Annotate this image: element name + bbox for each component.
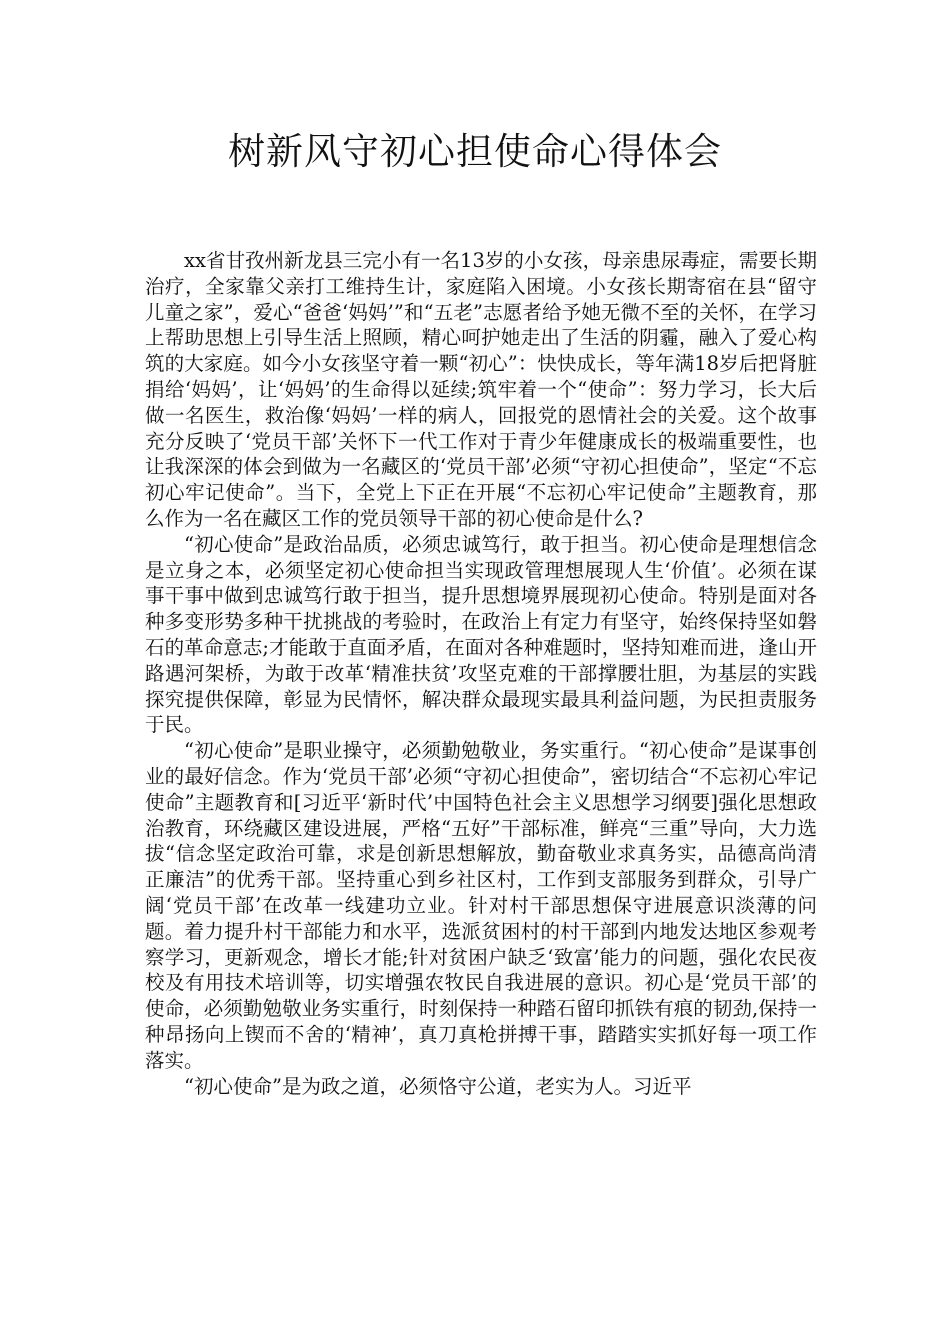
document-title: 树新风守初心担使命心得体会 bbox=[228, 130, 722, 173]
paragraph-2: “初心使命”是政治品质，必须忠诚笃行，敢于担当。初心使命是理想信念是立身之本，必须坚定初心使命担当实现政管理想展现人生‘价值’。必须在谋事干事中做到忠诚笃行敢于担当，提升思想境界展现初心使命。特别是面对各种多变形势多种干扰挑战的考验时，在政治上有定力有坚守，始终保持坚如磐石的革命意志;才能敢于直面矛盾，在面对各种难题时，坚持知难而进，逢山开路遇河架桥，为敢于改革‘精准扶贫’攻坚克难的干部撑腰壮胆，为基层的实践探究提供保障，彰显为民情怀，解决群众最现实最具利益问题，为民担责服务于民。 bbox=[145, 532, 817, 737]
paragraph-4: “初心使命”是为政之道，必须恪守公道，老实为人。习近平 bbox=[184, 1074, 692, 1098]
paragraph-1: xx省甘孜州新龙县三完小有一名13岁的小女孩，母亲患尿毒症，需要长期治疗，全家靠父亲打工维持生计，家庭陷入困境。小女孩长期寄宿在县“留守儿童之家”，爱心“爸爸‘妈妈’”和“五老”志愿者给予她无微不至的关怀，在学习上帮助思想上引导生活上照顾，精心呵护她走出了生活的阴霾，融入了爱心构筑的大家庭。如今小女孩坚守着一颗“初心”：快快成长，等年满18岁后把肾脏捐给‘妈妈’，让‘妈妈’的生命得以延续;筑牢着一个“使命”：努力学习，长大后做一名医生，救治像‘妈妈’一样的病人，回报党的恩情社会的关爱。这个故事充分反映了‘党员干部’关怀下一代工作对于青少年健康成长的极端重要性，也让我深深的体会到做为一名藏区的‘党员干部’必须“守初心担使命”，坚定“不忘初心牢记使命”。当下，全党上下正在开展“不忘初心牢记使命”主题教育，那么作为一名在藏区工作的党员领导干部的初心使命是什么? bbox=[145, 249, 817, 530]
document-body bbox=[145, 248, 817, 1099]
paragraph-3: “初心使命”是职业操守，必须勤勉敬业，务实重行。“初心使命”是谋事创业的最好信念。作为‘党员干部’必须“守初心担使命”，密切结合“不忘初心牢记使命”主题教育和[习近平‘新时代’中国特色社会主义思想学习纲要]强化思想政治教育，环绕藏区建设进展，严格“五好”干部标准，鲜亮“三重”导向，大力选拔“信念坚定政治可靠，求是创新思想解放，勤奋敬业求真务实，品德高尚清正廉洁”的优秀干部。坚持重心到乡社区村，工作到支部服务到群众，引导广阔‘党员干部’在改革一线建功立业。针对村干部思想保守进展意识淡薄的问题。着力提升村干部能力和水平，选派贫困村的村干部到内地发达地区参观考察学习，更新观念，增长才能;针对贫困户缺乏‘致富’能力的问题，强化农民夜校及有用技术培训等，切实增强农牧民自我进展的意识。初心是‘党员干部’的使命，必须勤勉敬业务实重行，时刻保持一种踏石留印抓铁有痕的韧劲,保持一种昂扬向上锲而不舍的‘精神’，真刀真枪拼搏干事，踏踏实实抓好每一项工作落实。 bbox=[145, 739, 817, 1072]
